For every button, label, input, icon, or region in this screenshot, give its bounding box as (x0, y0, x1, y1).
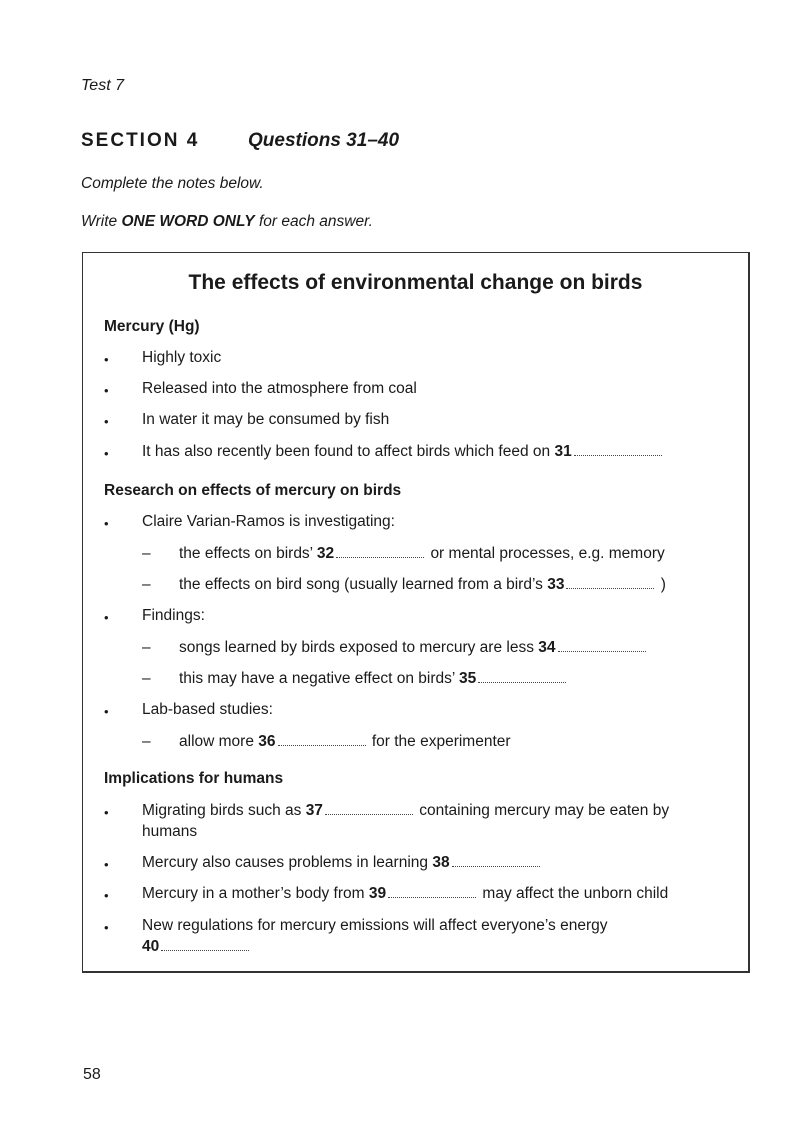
research-dash-4 (179, 670, 568, 688)
bullet-icon: • (104, 888, 109, 903)
implications-heading: Implications for humans (104, 770, 284, 787)
implications-bullet-2 (142, 854, 542, 872)
answer-blank-36[interactable] (278, 735, 366, 746)
research-dash-2-pre: the effects on bird song (usually learned from a bird’s (179, 576, 543, 593)
bullet-icon: • (104, 920, 109, 935)
notes-title: The effects of environmental change on birds (188, 271, 643, 294)
implications-bullet-3-pre: Mercury in a mother’s body from (142, 885, 365, 902)
mercury-bullet-2: Released into the atmosphere from coal (142, 380, 417, 397)
bullet-icon: • (104, 446, 109, 461)
question-number-35: 35 (459, 670, 477, 687)
implications-bullet-3-post: may affect the unborn child (482, 885, 669, 902)
research-dash-5 (179, 733, 511, 751)
question-number-33: 33 (547, 576, 565, 593)
question-number-37: 37 (305, 802, 323, 819)
bullet-icon: • (104, 414, 109, 429)
research-dash-3 (179, 639, 648, 657)
implications-bullet-1-pre: Migrating birds such as (142, 802, 302, 819)
bullet-icon: • (104, 383, 109, 398)
answer-blank-35[interactable] (478, 672, 566, 683)
bullet-icon: • (104, 805, 109, 820)
answer-blank-33[interactable] (566, 578, 654, 589)
dash-icon: – (142, 639, 151, 656)
research-dash-4-pre: this may have a negative effect on birds’ (179, 670, 455, 687)
instruction-word-limit (81, 213, 373, 231)
dash-icon: – (142, 545, 151, 562)
implications-bullet-4: New regulations for mercury emissions will affect everyone’s energy (142, 917, 608, 934)
page-number: 58 (83, 1066, 101, 1083)
questions-range: Questions 31–40 (248, 130, 400, 151)
research-dash-1-post: or mental processes, e.g. memory (430, 545, 665, 562)
mercury-bullet-1: Highly toxic (142, 349, 222, 366)
research-dash-2 (179, 576, 666, 594)
implications-bullet-1 (142, 802, 669, 820)
answer-blank-39[interactable] (388, 887, 476, 898)
question-number-40: 40 (142, 938, 160, 955)
research-dash-2-post: ) (660, 576, 666, 593)
answer-blank-37[interactable] (325, 804, 413, 815)
dash-icon: – (142, 670, 151, 687)
implications-bullet-2-pre: Mercury also causes problems in learning (142, 854, 429, 871)
bullet-icon: • (104, 352, 109, 367)
instruction-complete-notes: Complete the notes below. (81, 175, 264, 192)
research-dash-3-pre: songs learned by birds exposed to mercury are less (179, 639, 534, 656)
research-bullet-1: Claire Varian-Ramos is investigating: (142, 513, 395, 530)
mercury-heading: Mercury (Hg) (104, 318, 200, 335)
question-number-38: 38 (432, 854, 450, 871)
instruction-post: for each answer. (254, 213, 373, 230)
research-heading: Research on effects of mercury on birds (104, 482, 402, 499)
section-heading: SECTION 4 (81, 130, 200, 151)
bullet-icon: • (104, 704, 109, 719)
implications-bullet-3 (142, 885, 668, 903)
mercury-bullet-4 (142, 443, 664, 461)
implications-bullet-4-continued (142, 938, 251, 956)
research-dash-1 (179, 545, 665, 563)
research-bullet-2: Findings: (142, 607, 205, 624)
instruction-word-limit-bold: ONE WORD ONLY (121, 213, 255, 230)
bullet-icon: • (104, 516, 109, 531)
question-number-34: 34 (538, 639, 556, 656)
bullet-icon: • (104, 610, 109, 625)
implications-bullet-1-continued: humans (142, 823, 198, 840)
answer-blank-34[interactable] (558, 641, 646, 652)
answer-blank-32[interactable] (336, 547, 424, 558)
answer-blank-40[interactable] (161, 940, 249, 951)
research-dash-5-post: for the experimenter (371, 733, 511, 750)
research-dash-5-pre: allow more (179, 733, 254, 750)
question-number-32: 32 (316, 545, 335, 562)
mercury-bullet-3: In water it may be consumed by fish (142, 411, 390, 428)
question-number-31: 31 (554, 443, 572, 460)
instruction-pre: Write (81, 213, 122, 230)
research-bullet-3: Lab-based studies: (142, 701, 273, 718)
question-number-36: 36 (258, 733, 276, 750)
bullet-icon: • (104, 857, 109, 872)
test-label: Test 7 (81, 77, 124, 94)
dash-icon: – (142, 733, 151, 750)
implications-bullet-1-post: containing mercury may be eaten by (419, 802, 670, 819)
mercury-bullet-4-text: It has also recently been found to affect birds which feed on (142, 443, 551, 460)
answer-blank-38[interactable] (452, 856, 540, 867)
dash-icon: – (142, 576, 151, 593)
notes-box (82, 252, 750, 973)
research-dash-1-pre: the effects on birds’ (179, 545, 313, 562)
question-number-39: 39 (368, 885, 387, 902)
answer-blank-31[interactable] (574, 445, 662, 456)
